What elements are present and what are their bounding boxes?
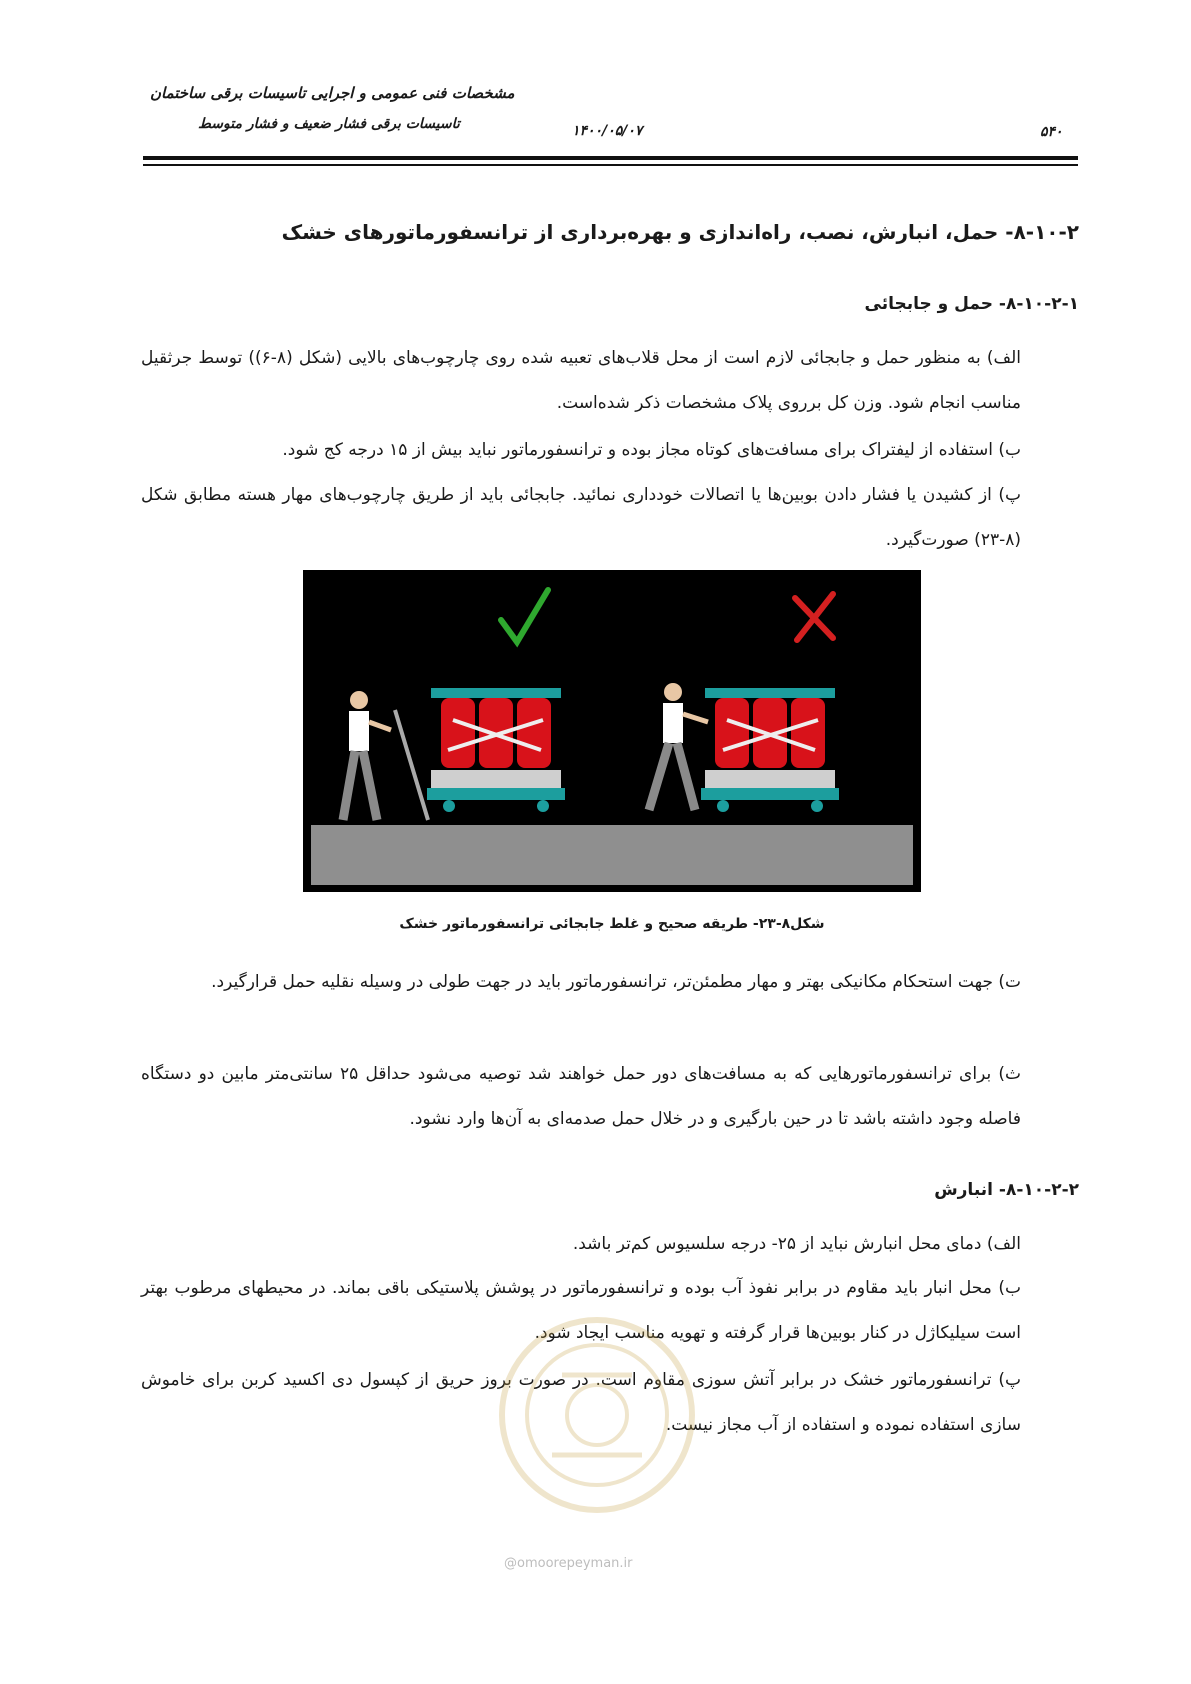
- subsection-title-transport: ۸-۱۰-۲-۱- حمل و جابجائی: [864, 294, 1079, 314]
- transformer-wrong: [701, 688, 839, 812]
- paragraph-se: ث) برای ترانسفورماتورهایی که به مسافت‌های دور حمل خواهند شد توصیه می‌شود حداقل ۲۵ سانتی‌متر مابین دو دستگاه فاصله وجود داشته باشد تا در حین بارگیری و در خلال حمل صدمه‌ای به آن‌ها وارد نشود.: [141, 1064, 1021, 1129]
- floor: [311, 825, 913, 885]
- paragraph-alef: الف) به منظور حمل و جابجائی لازم است از محل قلاب‌های تعبیه شده روی چارچوب‌های بالایی (شکل (۸-۶)) توسط جرثقیل مناسب انجام شود. وزن کل برروی پلاک مشخصات ذکر شده‌است.: [141, 348, 1021, 413]
- watermark-url: @omoorepeyman.ir: [504, 1556, 633, 1571]
- header-title-line1: مشخصات فنی عمومی و اجرایی تاسیسات برقی ساختمان: [150, 84, 515, 102]
- header-title-line2: تاسیسات برقی فشار ضعیف و فشار متوسط: [198, 116, 460, 132]
- paragraph-be: ب) استفاده از لیفتراک برای مسافت‌های کوتاه مجاز بوده و ترانسفورماتور نباید بیش از ۱۵ درجه کج شود.: [282, 440, 1021, 460]
- storage-paragraph-be: ب) محل انبار باید مقاوم در برابر نفوذ آب بوده و ترانسفورماتور در پوشش پلاستیکی باقی بماند. در محیطهای مرطوب بهتر است سیلیکاژل در کنار بوبین‌ها قرار گرفته و تهویه مناسب ایجاد شود.: [141, 1278, 1021, 1343]
- transformer-handling-figure: [303, 570, 921, 892]
- subsection-title-storage: ۸-۱۰-۲-۲- انبارش: [934, 1180, 1079, 1200]
- paragraph-te: ت) جهت استحکام مکانیکی بهتر و مهار مطمئن‌تر، ترانسفورماتور باید در جهت طولی در وسیله نقلیه حمل قرارگیرد.: [211, 972, 1021, 992]
- watermark-seal-icon: [492, 1280, 702, 1570]
- transformer-correct: [427, 688, 565, 812]
- section-title: ۸-۱۰-۲- حمل، انبارش، نصب، راه‌اندازی و بهره‌برداری از ترانسفورماتورهای خشک: [281, 220, 1079, 244]
- figure-caption: شکل۸-۲۳- طریقه صحیح و غلط جابجائی ترانسفورماتور خشک: [399, 916, 825, 932]
- paragraph-pe: پ) از کشیدن یا فشار دادن بوبین‌ها یا اتصالات خودداری نمائید. جابجائی باید از طریق چارچوب‌های مهار هسته مطابق شکل (۸-۲۳) صورت‌گیرد.: [141, 485, 1021, 550]
- header-rule-thin: [143, 164, 1078, 166]
- header-date: ۱۴۰۰/۰۵/۰۷: [572, 123, 643, 139]
- storage-paragraph-alef: الف) دمای محل انبارش نباید از ۲۵- درجه سلسیوس کم‌تر باشد.: [572, 1234, 1021, 1254]
- header-rule-thick: [143, 156, 1078, 160]
- page-number: ۵۴۰: [1040, 124, 1063, 140]
- storage-paragraph-pe: پ) ترانسفورماتور خشک در برابر آتش سوزی مقاوم است. در صورت بروز حریق از کپسول دی اکسید کربن برای خاموش سازی استفاده نموده و استفاده از آب مجاز نیست.: [141, 1370, 1021, 1435]
